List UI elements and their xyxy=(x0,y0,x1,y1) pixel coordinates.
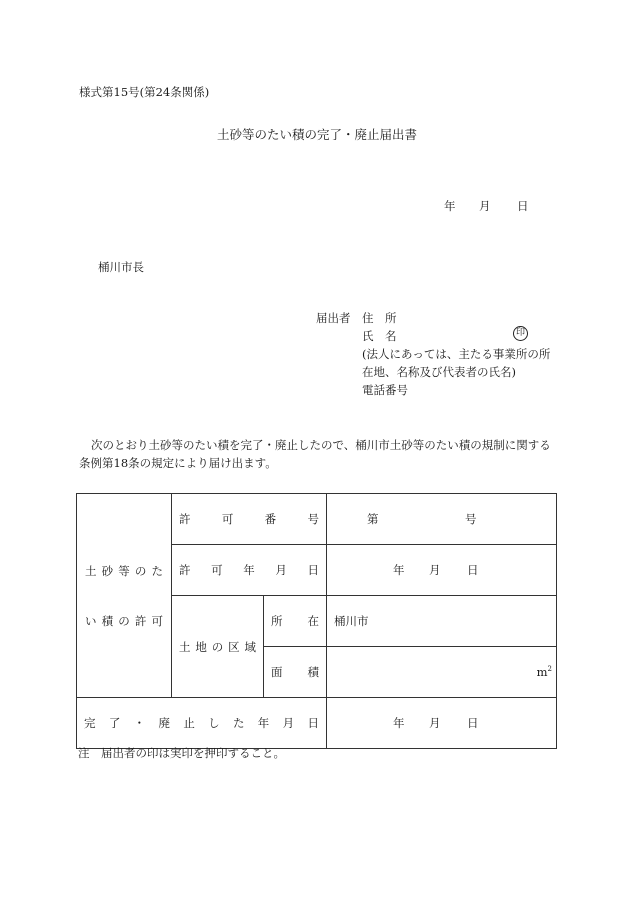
label-char: 許 xyxy=(179,563,191,577)
label-char: 積 xyxy=(307,665,319,679)
label-char: し xyxy=(208,716,220,730)
label-char: 面 xyxy=(271,665,283,679)
label-char: 土 xyxy=(179,639,191,654)
location-value-cell xyxy=(327,596,557,647)
location-label-cell xyxy=(264,596,327,647)
label-char: 了 xyxy=(108,716,121,730)
label-char: の xyxy=(134,563,147,578)
corp-note-line-1: (法人にあっては、主たる事業所の所 xyxy=(362,347,551,361)
label-char: 号 xyxy=(307,512,319,526)
footnote: 注 届出者の印は実印を押印すること。 xyxy=(78,746,285,760)
label-char: た xyxy=(232,716,245,730)
addressee: 桶川市長 xyxy=(98,260,144,274)
completion-date-year: 年 xyxy=(393,716,405,730)
section-label-line-2 xyxy=(85,613,163,629)
label-char: 許 xyxy=(179,512,191,526)
address-label: 住 所 xyxy=(362,311,397,325)
label-char: 日 xyxy=(307,563,319,577)
completion-date-value-cell xyxy=(327,698,557,749)
permit-date-day: 日 xyxy=(467,563,479,577)
corp-note-line-2: 在地、名称及び代表者の氏名) xyxy=(362,365,516,379)
permit-date-year: 年 xyxy=(393,563,405,577)
label-char: 月 xyxy=(282,716,295,730)
label-char: 可 xyxy=(211,563,223,577)
permit-number-label-cell xyxy=(172,494,327,545)
label-char: 所 xyxy=(271,614,283,628)
permit-number-suffix: 号 xyxy=(465,512,477,526)
permit-number-value-cell xyxy=(327,494,557,545)
date-month: 月 xyxy=(479,199,491,213)
label-char: ・ xyxy=(133,716,146,730)
label-char: 許 xyxy=(134,613,147,628)
area-label xyxy=(271,664,319,680)
section-label-cell xyxy=(77,494,172,698)
body-text: 次のとおり土砂等のたい積を完了・廃止したので、桶川市土砂等のたい積の規制に関する条例第18条の規定により届け出ます。 xyxy=(79,438,551,470)
completion-date-month: 月 xyxy=(429,716,441,730)
phone-label: 電話番号 xyxy=(362,383,408,397)
completion-date-label xyxy=(84,715,319,731)
form-number: 様式第15号(第24条関係) xyxy=(79,85,210,99)
area-unit: m xyxy=(536,665,548,679)
label-char: 可 xyxy=(221,512,234,526)
land-area-label-cell xyxy=(172,596,264,698)
applicant-block xyxy=(316,309,550,399)
date-year: 年 xyxy=(444,199,456,213)
completion-date-label-cell xyxy=(77,698,327,749)
label-char: 年 xyxy=(257,716,270,730)
permit-date-value-cell xyxy=(327,545,557,596)
label-char: 日 xyxy=(307,716,319,730)
label-char: の xyxy=(118,613,130,628)
permit-number-label xyxy=(179,511,319,527)
date-day: 日 xyxy=(517,199,529,213)
document-title: 土砂等のたい積の完了・廃止届出書 xyxy=(216,127,417,142)
label-char: 月 xyxy=(275,563,287,577)
section-label-line-1 xyxy=(85,563,163,579)
land-area-label xyxy=(179,639,256,655)
submission-date xyxy=(444,198,529,214)
label-char: 砂 xyxy=(101,563,114,578)
label-char: 土 xyxy=(85,563,97,578)
location-value: 桶川市 xyxy=(334,614,369,628)
label-char: の xyxy=(211,639,224,654)
label-char: い xyxy=(85,613,97,628)
label-char: 止 xyxy=(183,716,195,730)
label-char: 域 xyxy=(244,639,256,654)
name-label: 氏 名 xyxy=(362,329,397,343)
label-char: 区 xyxy=(228,639,240,654)
permit-date-label-cell xyxy=(172,545,327,596)
permit-date-label xyxy=(179,562,319,578)
label-char: た xyxy=(151,563,163,578)
area-value-cell xyxy=(327,647,557,698)
label-char: 地 xyxy=(195,639,207,654)
label-char: 完 xyxy=(84,716,96,730)
label-char: 番 xyxy=(264,512,277,526)
completion-date-day: 日 xyxy=(467,716,479,730)
label-char: 年 xyxy=(243,563,255,577)
area-unit-sup: 2 xyxy=(547,665,552,674)
permit-number-prefix: 第 xyxy=(367,512,379,526)
label-char: 可 xyxy=(151,613,163,628)
seal-mark: 印 xyxy=(513,326,528,341)
label-char: 在 xyxy=(307,614,319,628)
location-label xyxy=(271,613,319,629)
label-char: 積 xyxy=(101,613,114,628)
table-row xyxy=(77,494,557,545)
applicant-label: 届出者 xyxy=(316,311,351,325)
form-table xyxy=(76,493,557,749)
table-row xyxy=(77,698,557,749)
label-char: 等 xyxy=(118,563,130,578)
area-label-cell xyxy=(264,647,327,698)
label-char: 廃 xyxy=(158,716,170,730)
permit-date-month: 月 xyxy=(429,563,441,577)
